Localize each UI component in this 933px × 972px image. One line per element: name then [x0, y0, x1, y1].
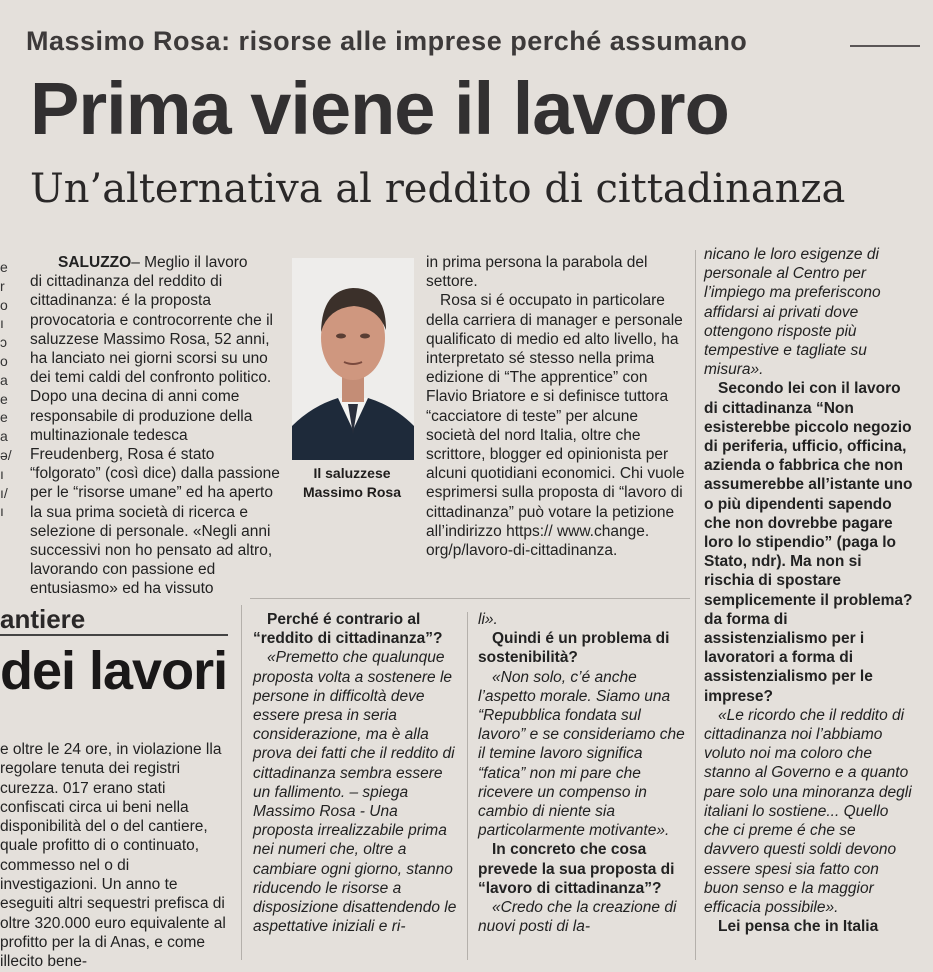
article-col-1 [30, 253, 282, 598]
portrait-photo [292, 258, 414, 460]
interview-a3: «Credo che la creazione di nuovi posti di la- [478, 899, 677, 936]
interview-col-b [478, 610, 688, 960]
interview-col-a [253, 610, 458, 960]
dateline: SALUZZO [58, 254, 132, 271]
portrait-image [292, 258, 414, 460]
interview-col4-start: li». [478, 611, 498, 628]
kicker-rule [850, 45, 920, 47]
col3-answer: «Le ricordo che il reddito di cittadinanza noi l’abbiamo voluto noi ma coloro che stanno al Governo e a quanto pare solo una minoranza degli italiani lo sostiene... Quello che ci preme é che se davvero questi soldi devono essere spesi sia fatto con buon senso e la maggior efficacia possibile». [704, 706, 912, 916]
side-article-text [0, 740, 230, 971]
photo-caption [282, 464, 422, 502]
side-article-body: e oltre le 24 ore, in violazione lla regolare tenuta dei registri curezza. 017 erano stati confiscati circa ui beni nella disponibilità del o del cantiere, quale profitto di o continuato, commesso nel o di investigazioni. Un anno te eseguiti altri sequestri prefisca di oltre 320.000 euro equivalente al profitto per la di Anas, e come illecito bene- [0, 741, 226, 971]
caption-line-1: Il saluzzese [313, 465, 391, 481]
article-col1-p2: di cittadinanza del reddito di cittadinanza: é la proposta provocatoria e controcorrente che il saluzzese Massimo Rosa, 52 anni, ha lanciato nei giorni scorsi su uno dei temi caldi del confronto politico. Dopo una decina di anni come responsabile di produzione della multinazionale tedesca Freudenberg, Rosa é stato “folgorato” (così dice) dalla passione per le “risorse umane” ed ha aperto la sua prima società di ricerca e selezione di personale. «Negli anni successivi non ho pensato ad altro, lavorando con passione ed entusiasmo» ed ha vissuto [30, 273, 280, 598]
interview-a2: «Non solo, c’é anche l’aspetto morale. Siamo una “Repubblica fondata sul lavoro” e se consideriamo che il temine lavoro significa “fatica” non mi pare che ricevere un compenso in cambio di niente sia particolarmente motivante». [478, 668, 685, 840]
article-col2-p2: Rosa si é occupato in particolare della carriera di manager e personale qualificato di medio ed alto livello, ha interpretato sé stesso nella prima edizione di “The apprentice” con Flavio Briatore e si definisce tuttora “cacciatore di teste” per alcune società del nord Italia, oltre che scrittore, blogger ed opinionista per alcuni quotidiani economici. Chi vuole esprimersi sulla proposta di “lavoro di cittadinanza” può votare la petizione all’indirizzo https:// www.change. org/p/lavoro-di-cittadinanza. [426, 292, 685, 560]
interview-q3: In concreto che cosa prevede la sua proposta di “lavoro di cittadinanza”? [478, 841, 675, 897]
column-divider-3 [241, 605, 242, 960]
article-col2-p1: in prima persona la parabola del settore. [426, 254, 648, 291]
article-col-3 [704, 245, 914, 960]
interview-a1-attr: – spiega Massimo Rosa - [253, 783, 409, 821]
article-col-2 [426, 253, 688, 591]
interview-a1-cont: Una proposta irrealizzabile prima nei numeri che, oltre a cambiare ogni giorno, stanno riducendo le risorse a disposizione disattendendo le aspettative iniziali e ri- [253, 803, 457, 936]
subtitle: Un’alternativa al reddito di cittadinanza [30, 166, 846, 212]
margin-fragments: e r o ı ɔ o a e e a ə/ ı ı/ ı [0, 259, 12, 520]
caption-line-2: Massimo Rosa [302, 484, 402, 500]
interview-q2: Quindi é un problema di sostenibilità? [478, 630, 670, 667]
section-rule-top [250, 598, 690, 599]
interview-a1: «Premetto che qualunque proposta volta a sostenere le persone in difficoltà deve essere presa in seria considerazione, ma è alla prova dei fatti che il reddito di cittadinanza sembra essere un fallimento. [253, 649, 455, 801]
side-article-label: antiere [0, 604, 86, 634]
kicker-headline: Massimo Rosa: risorse alle imprese perché assumano [26, 26, 748, 56]
col3-next-question: Lei pensa che in Italia [718, 918, 879, 936]
side-article-title: dei lavori [0, 641, 228, 701]
col3-quote: nicano le loro esigenze di personale al Centro per l’impiego ma preferiscono affidarsi ai privati dove ottengono risposte più tempestive e tagliate su misura». [704, 246, 881, 379]
column-divider-1 [467, 612, 468, 960]
side-article-rule [0, 634, 228, 636]
interview-q1: Perché é contrario al “reddito di cittadinanza”? [253, 611, 443, 648]
column-divider-2 [695, 250, 696, 960]
col3-question: Secondo lei con il lavoro di cittadinanza “Non esisterebbe piccolo negozio di periferia, ufficio, officina, azienda o fabbrica che non assumerebbe all’istante uno o più dipendenti sapendo che non dovrebbe pagare loro lo stipendio” (paga lo Stato, ndr). Ma non si rischia di spostare semplicemente il problema? da forma di assistenzialismo per i lavoratori a forma di assistenzialismo per le imprese? [704, 380, 913, 705]
main-headline: Prima viene il lavoro [30, 67, 729, 150]
article-col1-p1: – Meglio il lavoro [131, 254, 248, 271]
